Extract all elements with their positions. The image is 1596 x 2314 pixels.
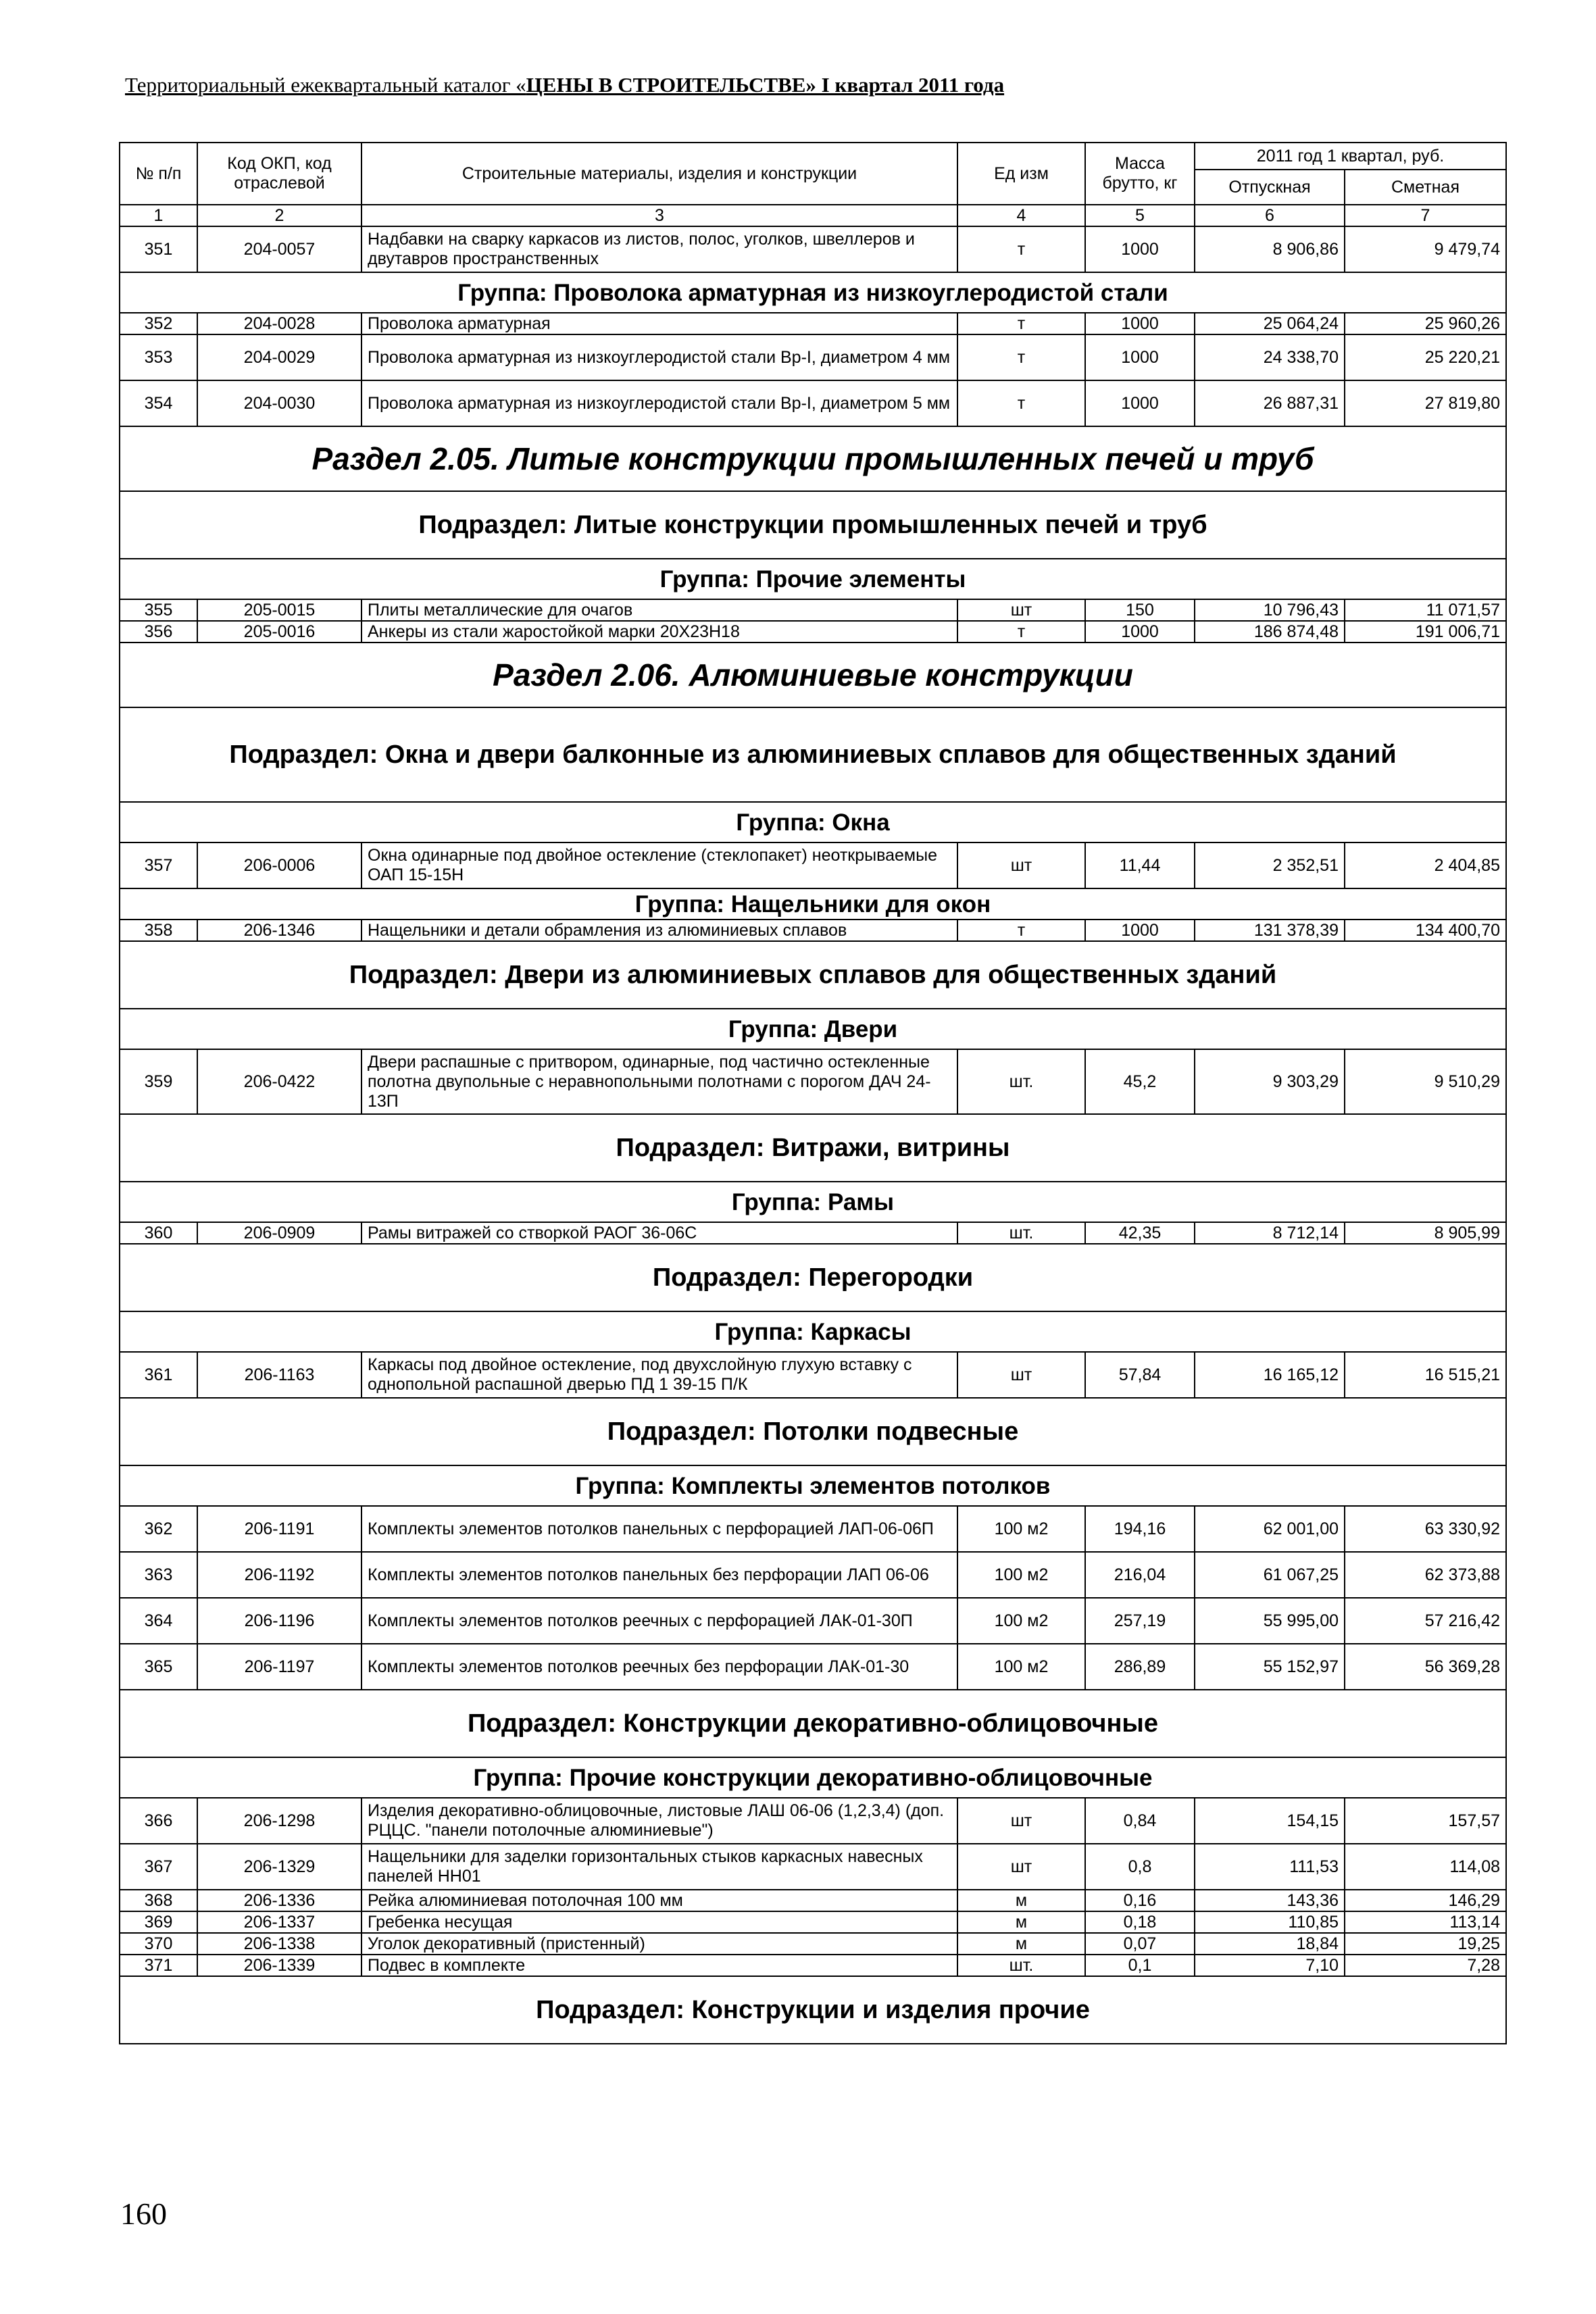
cell-num: 357 xyxy=(120,842,197,888)
cell-num: 354 xyxy=(120,380,197,426)
table-row xyxy=(120,380,1506,426)
table-header-row xyxy=(120,143,1506,170)
table-row xyxy=(120,1644,1506,1690)
group-row xyxy=(120,1009,1506,1049)
cell-mass: 150 xyxy=(1085,599,1195,621)
cell-release-price: 25 064,24 xyxy=(1195,313,1345,334)
cell-unit: 100 м2 xyxy=(957,1598,1085,1644)
table-row xyxy=(120,313,1506,334)
column-number: 3 xyxy=(361,205,957,226)
cell-name: Гребенка несущая xyxy=(361,1911,957,1933)
cell-mass: 216,04 xyxy=(1085,1552,1195,1598)
cell-unit: м xyxy=(957,1911,1085,1933)
cell-mass: 0,84 xyxy=(1085,1798,1195,1844)
cell-estimate-price: 134 400,70 xyxy=(1345,920,1506,941)
cell-release-price: 154,15 xyxy=(1195,1798,1345,1844)
cell-estimate-price: 56 369,28 xyxy=(1345,1644,1506,1690)
price-table xyxy=(119,142,1507,2044)
subsection-row xyxy=(120,941,1506,1009)
table-row xyxy=(120,1506,1506,1552)
cell-num: 358 xyxy=(120,920,197,941)
section-row xyxy=(120,643,1506,707)
cell-num: 353 xyxy=(120,334,197,380)
cell-release-price: 111,53 xyxy=(1195,1844,1345,1890)
cell-num: 352 xyxy=(120,313,197,334)
cell-num: 367 xyxy=(120,1844,197,1890)
cell-estimate-price: 146,29 xyxy=(1345,1890,1506,1911)
subsection-row xyxy=(120,1398,1506,1465)
cell-num: 363 xyxy=(120,1552,197,1598)
subsection-title: Подраздел: Окна и двери балконные из алюминиевых сплавов для общественных зданий xyxy=(120,707,1506,802)
group-row xyxy=(120,1465,1506,1506)
table-row xyxy=(120,1844,1506,1890)
cell-code: 204-0057 xyxy=(197,226,361,272)
subsection-title: Подраздел: Литые конструкции промышленных печей и труб xyxy=(120,491,1506,559)
table-row xyxy=(120,226,1506,272)
cell-estimate-price: 113,14 xyxy=(1345,1911,1506,1933)
cell-code: 206-0422 xyxy=(197,1049,361,1114)
subsection-title: Подраздел: Перегородки xyxy=(120,1244,1506,1311)
table-row xyxy=(120,334,1506,380)
cell-mass: 1000 xyxy=(1085,313,1195,334)
header-mass: Масса брутто, кг xyxy=(1085,143,1195,205)
subsection-title: Подраздел: Витражи, витрины xyxy=(120,1114,1506,1182)
cell-name: Проволока арматурная xyxy=(361,313,957,334)
cell-estimate-price: 62 373,88 xyxy=(1345,1552,1506,1598)
cell-estimate-price: 25 220,21 xyxy=(1345,334,1506,380)
cell-unit: шт. xyxy=(957,1222,1085,1244)
group-title: Группа: Прочие элементы xyxy=(120,559,1506,599)
cell-release-price: 2 352,51 xyxy=(1195,842,1345,888)
cell-name: Каркасы под двойное остекление, под двухслойную глухую вставку с однопольной распашной дверью ПД 1 39-15 П/К xyxy=(361,1352,957,1398)
table-row xyxy=(120,842,1506,888)
cell-estimate-price: 25 960,26 xyxy=(1345,313,1506,334)
cell-name: Плиты металлические для очагов xyxy=(361,599,957,621)
cell-estimate-price: 7,28 xyxy=(1345,1955,1506,1976)
cell-estimate-price: 191 006,71 xyxy=(1345,621,1506,643)
header-code: Код ОКП, код отраслевой xyxy=(197,143,361,205)
table-row xyxy=(120,920,1506,941)
cell-unit: шт xyxy=(957,842,1085,888)
group-row xyxy=(120,1311,1506,1352)
page-header-title: ЦЕНЫ В СТРОИТЕЛЬСТВЕ» I квартал 2011 года xyxy=(526,73,1005,97)
cell-mass: 11,44 xyxy=(1085,842,1195,888)
group-title: Группа: Комплекты элементов потолков xyxy=(120,1465,1506,1506)
group-row xyxy=(120,1182,1506,1222)
cell-code: 206-1339 xyxy=(197,1955,361,1976)
header-estimate-price: Сметная xyxy=(1345,170,1506,205)
cell-num: 364 xyxy=(120,1598,197,1644)
table-row xyxy=(120,1911,1506,1933)
subsection-row xyxy=(120,1114,1506,1182)
header-release-price: Отпускная xyxy=(1195,170,1345,205)
cell-mass: 1000 xyxy=(1085,621,1195,643)
cell-num: 361 xyxy=(120,1352,197,1398)
table-row xyxy=(120,1955,1506,1976)
group-title: Группа: Окна xyxy=(120,802,1506,842)
cell-code: 206-1196 xyxy=(197,1598,361,1644)
cell-release-price: 8 712,14 xyxy=(1195,1222,1345,1244)
cell-unit: шт. xyxy=(957,1955,1085,1976)
cell-code: 205-0015 xyxy=(197,599,361,621)
cell-estimate-price: 57 216,42 xyxy=(1345,1598,1506,1644)
cell-estimate-price: 11 071,57 xyxy=(1345,599,1506,621)
cell-mass: 0,8 xyxy=(1085,1844,1195,1890)
cell-release-price: 7,10 xyxy=(1195,1955,1345,1976)
cell-estimate-price: 114,08 xyxy=(1345,1844,1506,1890)
cell-mass: 42,35 xyxy=(1085,1222,1195,1244)
cell-unit: т xyxy=(957,920,1085,941)
cell-estimate-price: 16 515,21 xyxy=(1345,1352,1506,1398)
cell-unit: шт xyxy=(957,1352,1085,1398)
cell-code: 206-0006 xyxy=(197,842,361,888)
cell-release-price: 131 378,39 xyxy=(1195,920,1345,941)
group-title: Группа: Прочие конструкции декоративно-облицовочные xyxy=(120,1757,1506,1798)
group-title: Группа: Проволока арматурная из низкоуглеродистой стали xyxy=(120,272,1506,313)
header-unit: Ед изм xyxy=(957,143,1085,205)
cell-mass: 0,07 xyxy=(1085,1933,1195,1955)
cell-mass: 0,16 xyxy=(1085,1890,1195,1911)
cell-code: 204-0030 xyxy=(197,380,361,426)
cell-mass: 1000 xyxy=(1085,380,1195,426)
cell-name: Анкеры из стали жаростойкой марки 20Х23Н18 xyxy=(361,621,957,643)
cell-mass: 45,2 xyxy=(1085,1049,1195,1114)
column-number: 4 xyxy=(957,205,1085,226)
cell-mass: 57,84 xyxy=(1085,1352,1195,1398)
subsection-title: Подраздел: Конструкции и изделия прочие xyxy=(120,1976,1506,2044)
cell-release-price: 26 887,31 xyxy=(1195,380,1345,426)
table-row xyxy=(120,1598,1506,1644)
table-row xyxy=(120,1049,1506,1114)
cell-name: Нащельники и детали обрамления из алюминиевых сплавов xyxy=(361,920,957,941)
column-number: 7 xyxy=(1345,205,1506,226)
cell-num: 370 xyxy=(120,1933,197,1955)
cell-estimate-price: 8 905,99 xyxy=(1345,1222,1506,1244)
cell-name: Изделия декоративно-облицовочные, листовые ЛАШ 06-06 (1,2,3,4) (доп. РЦЦС. "панели потолочные алюминиевые") xyxy=(361,1798,957,1844)
cell-unit: шт xyxy=(957,599,1085,621)
section-row xyxy=(120,426,1506,491)
cell-estimate-price: 2 404,85 xyxy=(1345,842,1506,888)
cell-unit: м xyxy=(957,1890,1085,1911)
cell-release-price: 143,36 xyxy=(1195,1890,1345,1911)
cell-release-price: 186 874,48 xyxy=(1195,621,1345,643)
page-number: 160 xyxy=(120,2196,167,2231)
cell-mass: 1000 xyxy=(1085,226,1195,272)
table-row xyxy=(120,1352,1506,1398)
cell-name: Проволока арматурная из низкоуглеродистой стали Вр-I, диаметром 4 мм xyxy=(361,334,957,380)
cell-estimate-price: 9 479,74 xyxy=(1345,226,1506,272)
header-name: Строительные материалы, изделия и конструкции xyxy=(361,143,957,205)
cell-release-price: 61 067,25 xyxy=(1195,1552,1345,1598)
cell-mass: 286,89 xyxy=(1085,1644,1195,1690)
subsection-row xyxy=(120,1244,1506,1311)
cell-code: 206-1329 xyxy=(197,1844,361,1890)
cell-estimate-price: 63 330,92 xyxy=(1345,1506,1506,1552)
cell-num: 362 xyxy=(120,1506,197,1552)
cell-num: 351 xyxy=(120,226,197,272)
cell-unit: т xyxy=(957,380,1085,426)
subsection-row xyxy=(120,491,1506,559)
cell-name: Надбавки на сварку каркасов из листов, полос, уголков, швеллеров и двутавров пространственных xyxy=(361,226,957,272)
cell-unit: 100 м2 xyxy=(957,1552,1085,1598)
group-title: Группа: Рамы xyxy=(120,1182,1506,1222)
section-title: Раздел 2.05. Литые конструкции промышленных печей и труб xyxy=(120,426,1506,491)
header-period: 2011 год 1 квартал, руб. xyxy=(1195,143,1506,170)
cell-mass: 0,1 xyxy=(1085,1955,1195,1976)
subsection-row xyxy=(120,1976,1506,2044)
cell-estimate-price: 19,25 xyxy=(1345,1933,1506,1955)
section-title: Раздел 2.06. Алюминиевые конструкции xyxy=(120,643,1506,707)
column-number: 2 xyxy=(197,205,361,226)
cell-code: 206-1298 xyxy=(197,1798,361,1844)
table-row xyxy=(120,1552,1506,1598)
cell-release-price: 18,84 xyxy=(1195,1933,1345,1955)
cell-name: Рамы витражей со створкой РАОГ 36-06С xyxy=(361,1222,957,1244)
cell-mass: 1000 xyxy=(1085,920,1195,941)
cell-code: 206-1338 xyxy=(197,1933,361,1955)
page-header xyxy=(125,73,1105,97)
cell-mass: 0,18 xyxy=(1085,1911,1195,1933)
cell-name: Комплекты элементов потолков реечных без перфорации ЛАК-01-30 xyxy=(361,1644,957,1690)
cell-release-price: 110,85 xyxy=(1195,1911,1345,1933)
cell-code: 204-0029 xyxy=(197,334,361,380)
subsection-title: Подраздел: Потолки подвесные xyxy=(120,1398,1506,1465)
cell-name: Комплекты элементов потолков панельных без перфорации ЛАП 06-06 xyxy=(361,1552,957,1598)
cell-estimate-price: 9 510,29 xyxy=(1345,1049,1506,1114)
cell-unit: т xyxy=(957,226,1085,272)
cell-unit: 100 м2 xyxy=(957,1506,1085,1552)
group-title: Группа: Каркасы xyxy=(120,1311,1506,1352)
cell-mass: 257,19 xyxy=(1085,1598,1195,1644)
cell-code: 206-1163 xyxy=(197,1352,361,1398)
cell-name: Подвес в комплекте xyxy=(361,1955,957,1976)
cell-estimate-price: 27 819,80 xyxy=(1345,380,1506,426)
cell-code: 206-1191 xyxy=(197,1506,361,1552)
cell-code: 206-1336 xyxy=(197,1890,361,1911)
cell-release-price: 8 906,86 xyxy=(1195,226,1345,272)
table-row xyxy=(120,1933,1506,1955)
cell-unit: т xyxy=(957,313,1085,334)
cell-num: 360 xyxy=(120,1222,197,1244)
group-row xyxy=(120,888,1506,920)
cell-name: Уголок декоративный (пристенный) xyxy=(361,1933,957,1955)
cell-unit: м xyxy=(957,1933,1085,1955)
cell-name: Комплекты элементов потолков панельных с перфорацией ЛАП-06-06П xyxy=(361,1506,957,1552)
table-row xyxy=(120,599,1506,621)
cell-unit: 100 м2 xyxy=(957,1644,1085,1690)
cell-release-price: 55 995,00 xyxy=(1195,1598,1345,1644)
cell-release-price: 10 796,43 xyxy=(1195,599,1345,621)
table-row xyxy=(120,1798,1506,1844)
column-number: 1 xyxy=(120,205,197,226)
cell-name: Нащельники для заделки горизонтальных стыков каркасных навесных панелей НН01 xyxy=(361,1844,957,1890)
cell-num: 369 xyxy=(120,1911,197,1933)
cell-estimate-price: 157,57 xyxy=(1345,1798,1506,1844)
table-row xyxy=(120,1890,1506,1911)
cell-release-price: 24 338,70 xyxy=(1195,334,1345,380)
cell-name: Окна одинарные под двойное остекление (стеклопакет) неоткрываемые ОАП 15-15Н xyxy=(361,842,957,888)
subsection-title: Подраздел: Конструкции декоративно-облицовочные xyxy=(120,1690,1506,1757)
table-row xyxy=(120,621,1506,643)
column-number: 6 xyxy=(1195,205,1345,226)
cell-unit: шт xyxy=(957,1844,1085,1890)
column-number-row xyxy=(120,205,1506,226)
cell-num: 366 xyxy=(120,1798,197,1844)
cell-code: 206-1337 xyxy=(197,1911,361,1933)
cell-code: 206-1197 xyxy=(197,1644,361,1690)
cell-unit: т xyxy=(957,621,1085,643)
page-header-prefix: Территориальный ежеквартальный каталог « xyxy=(125,73,526,97)
subsection-title: Подраздел: Двери из алюминиевых сплавов для общественных зданий xyxy=(120,941,1506,1009)
group-title: Группа: Двери xyxy=(120,1009,1506,1049)
cell-release-price: 9 303,29 xyxy=(1195,1049,1345,1114)
cell-num: 359 xyxy=(120,1049,197,1114)
cell-mass: 194,16 xyxy=(1085,1506,1195,1552)
table-row xyxy=(120,1222,1506,1244)
cell-name: Комплекты элементов потолков реечных с перфорацией ЛАК-01-30П xyxy=(361,1598,957,1644)
header-num: № п/п xyxy=(120,143,197,205)
cell-code: 206-0909 xyxy=(197,1222,361,1244)
cell-name: Двери распашные с притвором, одинарные, под частично остекленные полотна двупольные с неравнопольными полотнами с порогом ДАЧ 24-13П xyxy=(361,1049,957,1114)
column-number: 5 xyxy=(1085,205,1195,226)
cell-unit: шт. xyxy=(957,1049,1085,1114)
group-row xyxy=(120,1757,1506,1798)
group-row xyxy=(120,272,1506,313)
cell-release-price: 62 001,00 xyxy=(1195,1506,1345,1552)
cell-mass: 1000 xyxy=(1085,334,1195,380)
cell-num: 371 xyxy=(120,1955,197,1976)
cell-num: 365 xyxy=(120,1644,197,1690)
subsection-row xyxy=(120,1690,1506,1757)
cell-name: Проволока арматурная из низкоуглеродистой стали Вр-I, диаметром 5 мм xyxy=(361,380,957,426)
cell-code: 204-0028 xyxy=(197,313,361,334)
cell-num: 356 xyxy=(120,621,197,643)
cell-release-price: 55 152,97 xyxy=(1195,1644,1345,1690)
cell-name: Рейка алюминиевая потолочная 100 мм xyxy=(361,1890,957,1911)
cell-code: 205-0016 xyxy=(197,621,361,643)
group-row xyxy=(120,559,1506,599)
group-title: Группа: Нащельники для окон xyxy=(120,888,1506,920)
subsection-row xyxy=(120,707,1506,802)
cell-code: 206-1192 xyxy=(197,1552,361,1598)
cell-num: 368 xyxy=(120,1890,197,1911)
cell-code: 206-1346 xyxy=(197,920,361,941)
cell-num: 355 xyxy=(120,599,197,621)
cell-unit: т xyxy=(957,334,1085,380)
cell-release-price: 16 165,12 xyxy=(1195,1352,1345,1398)
group-row xyxy=(120,802,1506,842)
cell-unit: шт xyxy=(957,1798,1085,1844)
